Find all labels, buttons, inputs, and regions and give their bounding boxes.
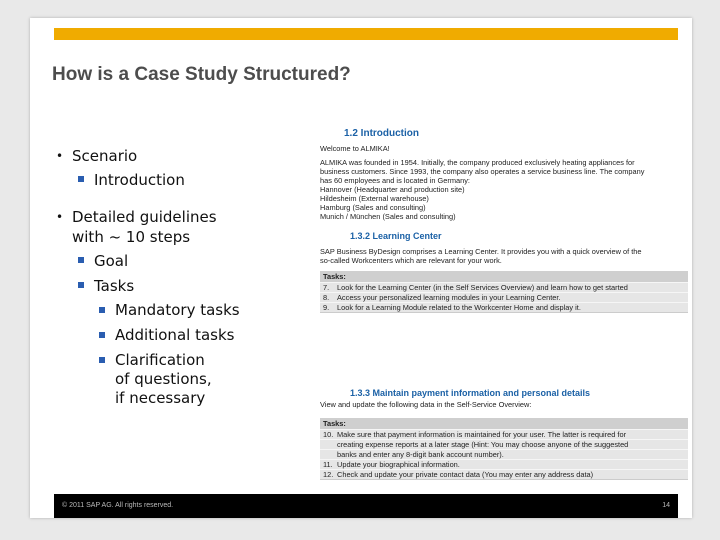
task-row	[320, 429, 688, 439]
tasks-box-payment	[320, 418, 688, 480]
bullet-list	[54, 146, 314, 414]
bullet-scenario: • Scenario	[54, 146, 314, 166]
task-number: 8.	[323, 293, 330, 302]
task-text: Make sure that payment information is maintained for your user. The latter is required for	[337, 430, 627, 439]
document-excerpt	[320, 126, 692, 486]
learning-center-line: so-called Workcenters which are relevant for your work.	[320, 256, 502, 265]
copyright-text: © 2011 SAP AG. All rights reserved.	[62, 502, 174, 509]
task-text: creating expense reports at a later stage (Hint: You may choose anyone of the suggested	[337, 440, 629, 449]
task-row	[320, 469, 688, 479]
footer-bar	[54, 494, 678, 518]
slide-title: How is a Case Study Structured?	[52, 64, 351, 85]
task-text: banks and enter any 8-digit bank account number).	[337, 450, 504, 459]
payment-line: View and update the following data in the Self-Service Overview:	[320, 400, 532, 409]
intro-line: ALMIKA was founded in 1954. Initially, the company produced exclusively heating appliances for	[320, 158, 635, 167]
bullet-guidelines-line1: Detailed guidelines	[72, 208, 217, 226]
task-number: 12.	[323, 470, 334, 479]
task-number	[320, 450, 337, 459]
task-text: Check and update your private contact data (You may enter any address data)	[337, 470, 594, 479]
intro-line: Welcome to ALMIKA!	[320, 144, 390, 153]
bullet-clarification-line1: Clarification	[115, 351, 205, 369]
bullet-guidelines-line2: with ~ 10 steps	[72, 228, 191, 246]
task-text: Look for a Learning Module related to the Workcenter Home and display it.	[337, 303, 581, 312]
intro-line: Hamburg (Sales and consulting)	[320, 203, 426, 212]
payment-heading: 1.3.3 Maintain payment information and personal details	[350, 388, 591, 398]
task-number: 7.	[323, 283, 330, 292]
intro-line: has 60 employees and is located in Germany:	[320, 176, 470, 185]
task-text: Access your personalized learning modules in your Learning Center.	[337, 293, 561, 302]
intro-line: business customers. Since 1993, the company also operates a service business line. The company	[320, 167, 645, 176]
bullet-tasks: Tasks	[54, 276, 314, 296]
bullet-clarification-line3: if necessary	[115, 389, 206, 407]
tasks-header: Tasks:	[320, 271, 688, 282]
task-row	[320, 459, 688, 469]
task-row	[320, 302, 688, 312]
page-number: 14	[662, 502, 670, 509]
task-text: Update your biographical information.	[337, 460, 460, 469]
bullet-clarification-line2: of questions,	[115, 370, 212, 388]
bullet-guidelines	[54, 207, 314, 247]
task-row	[320, 292, 688, 302]
bullet-mandatory: Mandatory tasks	[54, 301, 314, 320]
task-number: 9.	[323, 303, 330, 312]
task-row	[320, 282, 688, 292]
bullet-clarification	[54, 351, 314, 408]
learning-center-heading: 1.3.2 Learning Center	[350, 231, 442, 241]
tasks-header: Tasks:	[320, 418, 688, 429]
intro-line: Hildesheim (External warehouse)	[320, 194, 429, 203]
intro-line: Munich / München (Sales and consulting)	[320, 212, 456, 221]
bullet-additional: Additional tasks	[54, 326, 314, 345]
accent-bar	[54, 28, 678, 40]
intro-line: Hannover (Headquarter and production site)	[320, 185, 465, 194]
learning-center-line: SAP Business ByDesign comprises a Learning Center. It provides you with a quick overview of the	[320, 247, 642, 256]
intro-heading: 1.2 Introduction	[344, 128, 419, 139]
task-number: 11.	[323, 460, 333, 469]
task-row	[320, 439, 688, 449]
bullet-goal: Goal	[54, 251, 314, 271]
task-number	[320, 440, 337, 449]
task-text: Look for the Learning Center (in the Self Services Overview) and learn how to get started	[337, 283, 628, 292]
bullet-introduction: Introduction	[54, 170, 314, 190]
task-row	[320, 449, 688, 459]
tasks-box-learning	[320, 271, 688, 313]
task-number: 10.	[323, 430, 334, 439]
slide	[30, 18, 692, 518]
